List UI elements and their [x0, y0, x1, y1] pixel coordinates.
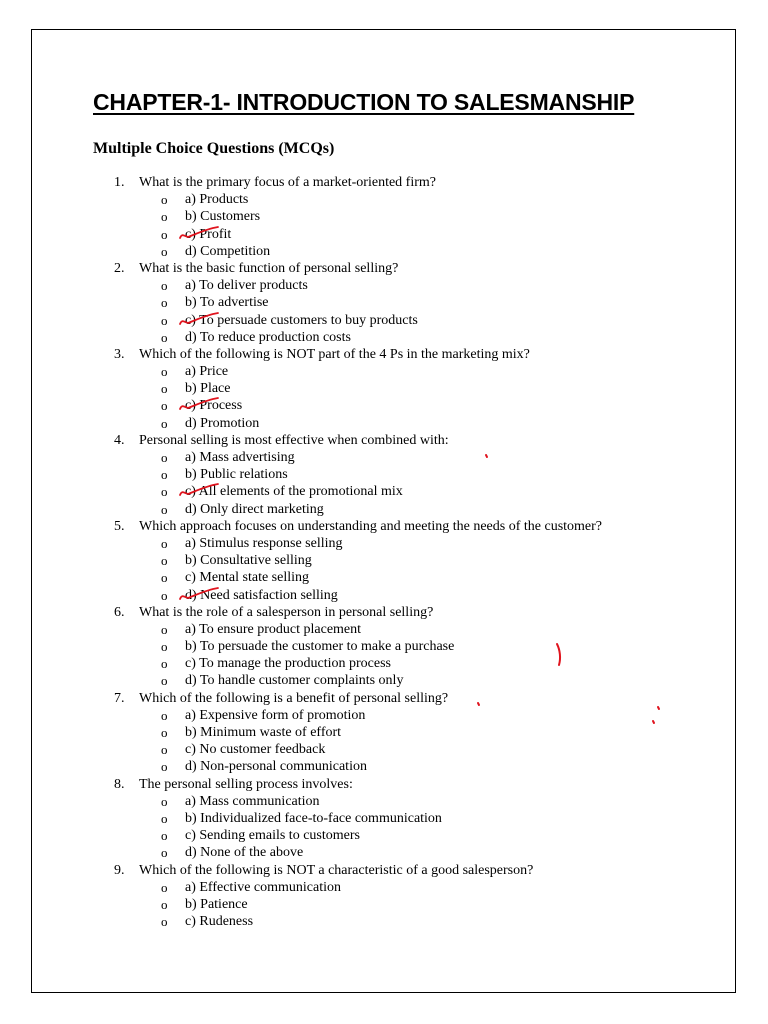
question-line: [0, 174, 768, 191]
question-number: 6.: [114, 604, 125, 620]
option-item: [0, 277, 768, 294]
question-line: [0, 862, 768, 879]
option-item: [0, 449, 768, 466]
option-text: a) To ensure product placement: [185, 621, 362, 637]
question-text: The personal selling process involves:: [139, 776, 353, 792]
question-item: [0, 346, 768, 432]
question-text: What is the primary focus of a market-oriented firm?: [139, 175, 436, 190]
question-item: [0, 432, 768, 518]
option-text: c) Mental state selling: [185, 570, 310, 586]
option-bullet: o: [161, 192, 168, 208]
question-line: [0, 346, 768, 363]
option-text: d) Promotion: [185, 415, 260, 431]
option-text: c) To persuade customers to buy products: [185, 312, 418, 328]
option-item: [0, 655, 768, 672]
option-item: [0, 535, 768, 552]
option-item: [0, 587, 768, 604]
section-subtitle: Multiple Choice Questions (MCQs): [93, 140, 335, 157]
option-bullet: o: [161, 329, 168, 345]
option-bullet: o: [161, 621, 168, 637]
option-bullet: o: [161, 725, 168, 740]
option-text: c) All elements of the promotional mix: [185, 484, 403, 500]
question-number: 3.: [114, 346, 125, 362]
option-text: c) No customer feedback: [185, 742, 326, 758]
question-number: 4.: [114, 432, 125, 448]
option-bullet: o: [161, 467, 168, 483]
option-item: [0, 226, 768, 243]
option-text: c) To manage the production process: [185, 656, 391, 672]
option-text: b) Minimum waste of effort: [185, 725, 342, 740]
question-text: What is the basic function of personal selling?: [139, 260, 399, 276]
option-item: [0, 638, 768, 655]
question-text: Which of the following is NOT a characteristic of a good salesperson?: [139, 862, 534, 878]
question-number: 5.: [114, 518, 125, 534]
question-number: 9.: [114, 862, 125, 878]
question-line: [0, 690, 768, 707]
option-text: b) Patience: [185, 896, 248, 912]
option-bullet: o: [161, 501, 168, 517]
option-item: [0, 363, 768, 380]
option-bullet: o: [161, 484, 168, 500]
question-number: 8.: [114, 776, 125, 792]
option-text: a) Expensive form of promotion: [185, 707, 366, 723]
option-text: b) To advertise: [185, 295, 269, 311]
option-item: [0, 913, 768, 930]
option-bullet: o: [161, 793, 168, 809]
option-text: c) Sending emails to customers: [185, 828, 360, 844]
option-text: b) Public relations: [185, 467, 288, 483]
option-bullet: o: [161, 656, 168, 672]
option-text: b) To persuade the customer to make a purchase: [185, 639, 455, 655]
option-text: d) To reduce production costs: [185, 329, 351, 345]
option-bullet: o: [161, 364, 168, 380]
option-bullet: o: [161, 896, 168, 912]
option-item: [0, 621, 768, 638]
question-item: [0, 690, 768, 776]
option-bullet: o: [161, 398, 168, 414]
option-text: d) Only direct marketing: [185, 501, 324, 517]
question-text: Which approach focuses on understanding and meeting the needs of the customer?: [139, 518, 603, 534]
option-item: [0, 191, 768, 208]
option-bullet: o: [161, 742, 168, 758]
option-text: a) Products: [185, 192, 249, 208]
option-item: [0, 741, 768, 758]
option-text: c) Profit: [185, 226, 232, 242]
question-line: [0, 776, 768, 793]
option-item: [0, 243, 768, 260]
option-bullet: o: [161, 914, 168, 930]
option-bullet: o: [161, 570, 168, 586]
option-bullet: o: [161, 295, 168, 311]
option-text: a) Stimulus response selling: [185, 535, 343, 551]
question-item: [0, 260, 768, 346]
question-line: [0, 518, 768, 535]
question-number: 2.: [114, 260, 125, 276]
option-item: [0, 294, 768, 311]
option-bullet: o: [161, 415, 168, 431]
option-text: b) Individualized face-to-face communication: [185, 810, 442, 826]
option-item: [0, 415, 768, 432]
option-bullet: o: [161, 759, 168, 775]
question-list: [0, 174, 768, 930]
option-item: [0, 896, 768, 913]
question-item: [0, 862, 768, 931]
option-text: b) Place: [185, 381, 231, 397]
option-text: a) To deliver products: [185, 278, 308, 294]
option-text: d) To handle customer complaints only: [185, 673, 404, 689]
option-text: c) Process: [185, 398, 243, 414]
option-item: [0, 380, 768, 397]
option-text: c) Rudeness: [185, 914, 254, 930]
option-bullet: o: [161, 450, 168, 465]
option-item: [0, 672, 768, 689]
question-line: [0, 604, 768, 621]
option-item: [0, 329, 768, 346]
option-bullet: o: [161, 243, 168, 259]
option-bullet: o: [161, 673, 168, 689]
option-text: a) Price: [185, 364, 229, 380]
option-item: [0, 879, 768, 896]
question-number: 1.: [114, 175, 125, 190]
option-item: [0, 827, 768, 844]
option-bullet: o: [161, 707, 168, 723]
question-number: 7.: [114, 690, 125, 706]
option-bullet: o: [161, 226, 168, 242]
option-item: [0, 483, 768, 500]
question-item: [0, 518, 768, 604]
question-text: What is the role of a salesperson in personal selling?: [139, 604, 434, 620]
option-bullet: o: [161, 845, 168, 861]
option-text: d) Competition: [185, 243, 271, 259]
option-item: [0, 758, 768, 775]
option-bullet: o: [161, 278, 168, 294]
option-item: [0, 312, 768, 329]
option-text: a) Mass communication: [185, 793, 320, 809]
question-item: [0, 174, 768, 260]
option-bullet: o: [161, 810, 168, 826]
option-item: [0, 707, 768, 724]
option-text: b) Consultative selling: [185, 553, 312, 569]
option-bullet: o: [161, 312, 168, 328]
question-line: [0, 260, 768, 277]
option-text: a) Effective communication: [185, 879, 342, 895]
option-bullet: o: [161, 828, 168, 844]
question-item: [0, 776, 768, 862]
option-item: [0, 793, 768, 810]
option-item: [0, 844, 768, 861]
option-text: d) Non-personal communication: [185, 759, 367, 775]
option-item: [0, 397, 768, 414]
option-bullet: o: [161, 381, 168, 397]
option-item: [0, 501, 768, 518]
option-item: [0, 724, 768, 741]
question-text: Personal selling is most effective when combined with:: [139, 432, 449, 448]
option-bullet: o: [161, 553, 168, 569]
option-bullet: o: [161, 587, 168, 603]
question-text: Which of the following is NOT part of the 4 Ps in the marketing mix?: [139, 346, 530, 362]
option-item: [0, 552, 768, 569]
option-item: [0, 569, 768, 586]
option-text: d) None of the above: [185, 845, 304, 861]
question-line: [0, 432, 768, 449]
option-text: a) Mass advertising: [185, 450, 295, 465]
option-item: [0, 208, 768, 225]
option-bullet: o: [161, 879, 168, 895]
option-text: b) Customers: [185, 209, 261, 225]
question-item: [0, 604, 768, 690]
page-title: CHAPTER-1- INTRODUCTION TO SALESMANSHIP: [93, 89, 635, 115]
option-item: [0, 466, 768, 483]
option-text: d) Need satisfaction selling: [185, 587, 338, 603]
option-bullet: o: [161, 535, 168, 551]
question-text: Which of the following is a benefit of personal selling?: [139, 690, 449, 706]
option-item: [0, 810, 768, 827]
option-bullet: o: [161, 209, 168, 225]
option-bullet: o: [161, 639, 168, 655]
